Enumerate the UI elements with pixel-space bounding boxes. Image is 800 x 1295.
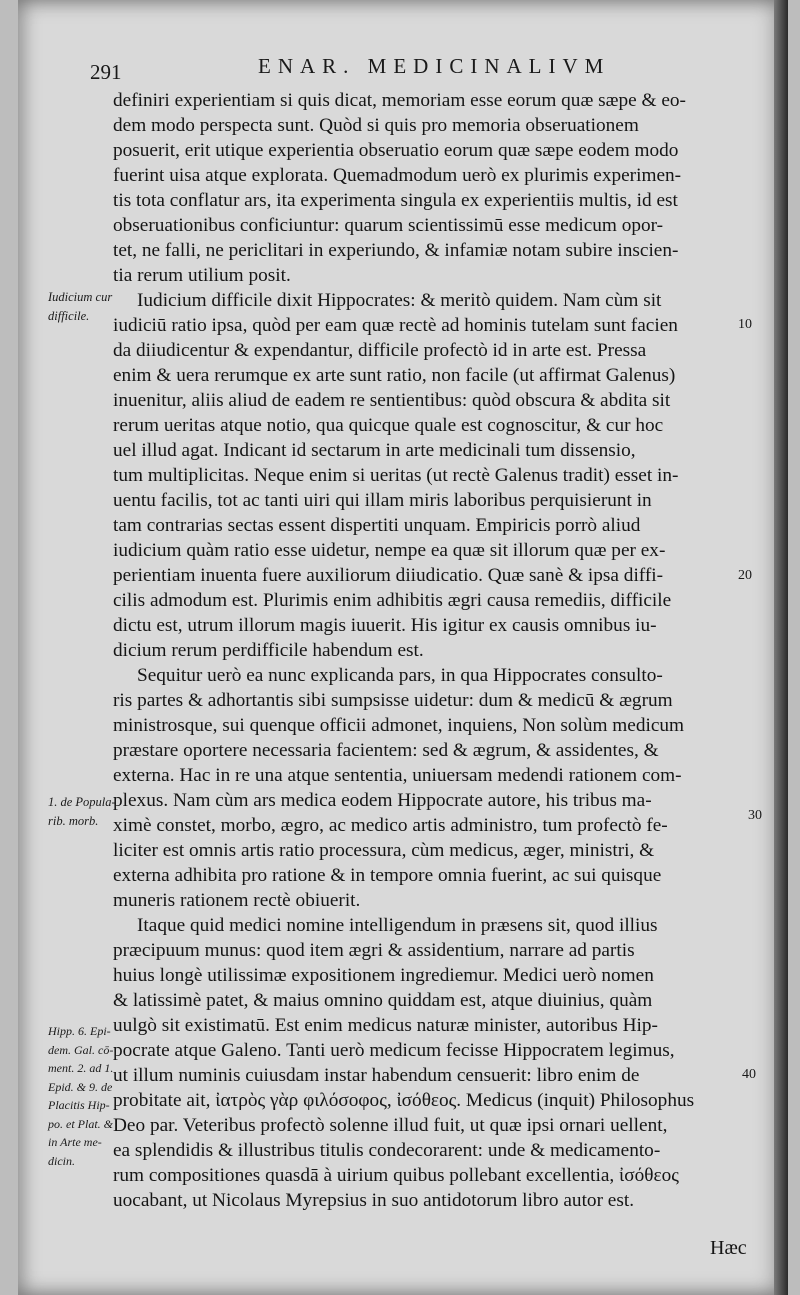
margin-note-iudicium: [48, 288, 112, 326]
text-line: probitate ait, ἰατρὸς γὰρ φιλόσοφος, ἰσόθεος. Medicus (inquit) Philosophus: [113, 1090, 695, 1111]
text-line: da diiudicentur & expendantur, difficile profectò id in arte est. Pressa: [113, 340, 647, 361]
text-line: externa adhibita pro ratione & in tempore omnia fuerint, ac sui quisque: [113, 865, 662, 886]
running-title: ENAR. MEDICINALIVM: [258, 54, 611, 78]
text-line: inuenitur, aliis aliud de eadem re sentientibus: quòd obscura & abdita sit: [113, 390, 671, 411]
margin-note-line: ment. 2. ad 1.: [48, 1061, 114, 1075]
margin-note-line: difficile.: [48, 309, 90, 323]
text-line: præcipuum munus: quod item ægri & assidentium, narrare ad partis: [113, 940, 635, 961]
text-line: uulgò sit existimatū. Est enim medicus naturæ minister, autoribus Hip-: [113, 1015, 658, 1036]
text-line: tia rerum utilium posit.: [113, 265, 291, 286]
text-line: tet, ne falli, ne periclitari in experiundo, & infamiæ notam subire inscien-: [113, 240, 679, 261]
catchword: Hæc: [710, 1237, 747, 1259]
margin-note-line: Iudicium cur: [48, 290, 113, 304]
text-line: iudicium quàm ratio esse uidetur, nempe ea quæ sit illorum quæ per ex-: [113, 540, 666, 561]
text-line: Iudicium difficile dixit Hippocrates: & meritò quidem. Nam cùm sit: [137, 290, 662, 311]
body-text: [113, 88, 753, 1213]
text-line: definiri experientiam si quis dicat, memoriam esse eorum quæ sæpe & eo-: [113, 90, 686, 111]
text-line: enim & uera rerumque ex arte sunt ratio, non facile (ut affirmat Galenus): [113, 365, 676, 386]
margin-note-line: dicin.: [48, 1153, 75, 1168]
text-line: ris partes & adhortantis sibi sumpsisse uidetur: dum & medicū & ægrum: [113, 690, 673, 711]
margin-note-line: rib. morb.: [48, 814, 99, 828]
text-line: posuerit, erit utique experientia obseruatio eorum quæ sæpe eodem modo: [113, 140, 679, 161]
text-line: tis tota conflatur ars, ita experimenta singula ex experientiis multis, id est: [113, 190, 678, 211]
page-number: 291: [90, 60, 122, 84]
text-line: uentu facilis, tot ac tanti uiri qui illam miris laboribus perquisierunt in: [113, 490, 652, 511]
margin-note-line: Epid. & 9. de: [48, 1079, 113, 1094]
text-line: dem modo perspecta sunt. Quòd si quis pro memoria obseruationem: [113, 115, 639, 136]
text-line: uel illud agat. Indicant id sectarum in arte medicinali tum dissensio,: [113, 440, 636, 461]
text-line: Itaque quid medici nomine intelligendum in præsens sit, quod illius: [137, 915, 658, 936]
line-number-20: 20: [738, 568, 752, 583]
line-number-10: 10: [738, 317, 752, 332]
margin-note-line: Hipp. 6. Epi-: [48, 1024, 111, 1038]
text-line: Deo par. Veteribus profectò solenne illud fuit, ut quæ ipsi ornari uellent,: [113, 1115, 668, 1136]
margin-note-line: 1. de Popula-: [48, 795, 116, 809]
text-line: præstare oportere necessaria facientem: sed & ægrum, & assidentes, &: [113, 740, 659, 761]
text-line: iudiciū ratio ipsa, quòd per eam quæ rectè ad hominis tutelam sunt facien: [113, 315, 678, 336]
margin-note-populari: [48, 793, 116, 831]
text-line: huius longè utilissimæ expositionem ingrediemur. Medici uerò nomen: [113, 965, 654, 986]
text-line: muneris rationem rectè obiuerit.: [113, 890, 361, 911]
text-line: rum compositiones quasdā à uirium quibus pollebant excellentia, ἰσόθεος: [113, 1165, 679, 1186]
text-line: pocrate atque Galeno. Tanti uerò medicum fecisse Hippocratem legimus,: [113, 1040, 675, 1061]
text-line: liciter est omnis artis ratio processura, cùm medicus, æger, ministri, &: [113, 840, 655, 861]
text-line: ximè constet, morbo, ægro, ac medico artis administro, tum profectò fe-: [113, 815, 668, 836]
book-page: [18, 0, 788, 1295]
running-head: [90, 52, 740, 84]
text-line: ea splendidis & illustribus titulis condecorarent: unde & medicamento-: [113, 1140, 661, 1161]
text-line: dictu est, utrum illorum magis iuuerit. His igitur ex causis omnibus iu-: [113, 615, 657, 636]
text-line: rerum ueritas atque notio, qua quicque quale est cognoscitur, & cur hoc: [113, 415, 664, 436]
text-line: plexus. Nam cùm ars medica eodem Hippocrate autore, his tribus ma-: [113, 790, 652, 811]
line-number-40: 40: [742, 1067, 756, 1082]
margin-note-line: dem. Gal. cō-: [48, 1042, 114, 1057]
text-line: Sequitur uerò ea nunc explicanda pars, in qua Hippocrates consulto-: [137, 665, 663, 686]
text-line: cilis admodum est. Plurimis enim adhibitis ægri causa remediis, difficile: [113, 590, 672, 611]
margin-note-hipp: [48, 1022, 113, 1170]
page-edge-shadow: [774, 0, 788, 1295]
margin-note-line: Placitis Hip-: [48, 1098, 110, 1112]
margin-note-line: po. et Plat. &: [48, 1116, 113, 1131]
text-line: ministrosque, sui quenque officii admonet, inquiens, Non solùm medicum: [113, 715, 685, 736]
line-number-30: 30: [748, 808, 762, 823]
text-line: ut illum numinis cuiusdam instar habendum censuerit: libro enim de: [113, 1065, 640, 1086]
text-line: uocabant, ut Nicolaus Myrepsius in suo antidotorum libro autor est.: [113, 1190, 635, 1211]
text-line: dicium rerum perdifficile habendum est.: [113, 640, 424, 661]
text-line: tam contrarias sectas essent dispertiti unquam. Empiricis porrò aliud: [113, 515, 641, 536]
text-line: tum multiplicitas. Neque enim si ueritas (ut rectè Galenus tradit) esset in-: [113, 465, 679, 486]
text-line: fuerint uisa atque explorata. Quemadmodum uerò ex plurimis experimen-: [113, 165, 682, 186]
margin-note-line: in Arte me-: [48, 1135, 102, 1149]
text-line: obseruationibus conficiuntur: quarum scientissimū esse medicum opor-: [113, 215, 664, 236]
text-line: & latissimè patet, & maius omnino quiddam est, atque diuinius, quàm: [113, 990, 653, 1011]
text-line: perientiam inuenta fuere auxiliorum diiudicatio. Quæ sanè & ipsa diffi-: [113, 565, 664, 586]
text-line: externa. Hac in re una atque sententia, uniuersam medendi rationem com-: [113, 765, 682, 786]
